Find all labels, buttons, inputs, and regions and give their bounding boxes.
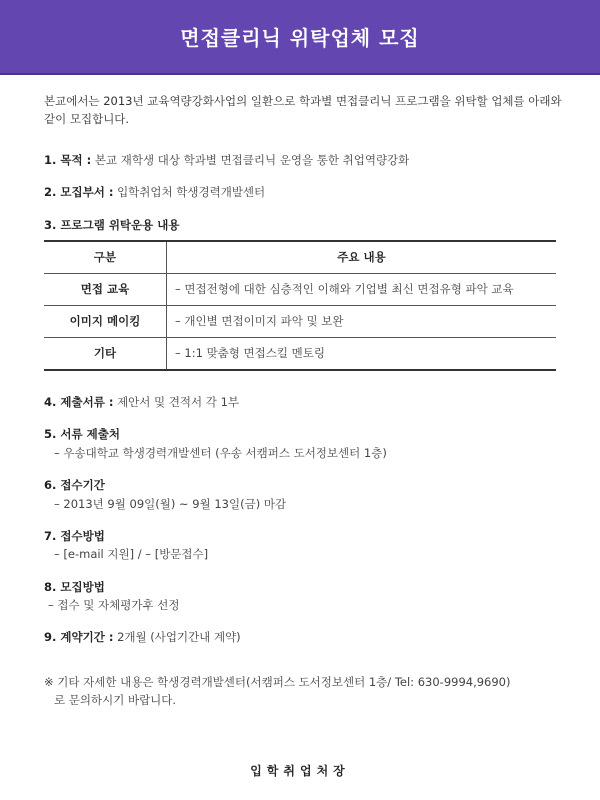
section-program (44, 216, 564, 234)
table-cell-category: 기타 (44, 337, 167, 370)
notice-body (44, 92, 564, 710)
section-contract (44, 628, 564, 646)
section-selection (44, 578, 564, 615)
table-cell-category: 면접 교육 (44, 273, 167, 305)
section-documents (44, 393, 564, 411)
table-cell-content: – 면접전형에 대한 심층적인 이해와 기업별 최신 면접유형 파악 교육 (167, 273, 557, 305)
section-value: 입학취업처 학생경력개발센터 (113, 185, 266, 200)
section-label: 2. 모집부서 : (44, 185, 114, 200)
section-department (44, 183, 564, 201)
program-table (44, 240, 556, 371)
section-value: – 우송대학교 학생경력개발센터 (우송 서캠퍼스 도서정보센터 1층) (54, 445, 387, 460)
section-label: 7. 접수방법 (44, 528, 105, 543)
section-value: – 2013년 9월 09일(월) ~ 9월 13일(금) 마감 (54, 496, 287, 511)
section-label: 8. 모집방법 (44, 579, 105, 594)
table-row (44, 305, 556, 337)
note-line: ※ 기타 자세한 내용은 학생경력개발센터(서캠퍼스 도서정보센터 1층/ Tel: 630-9994,9690) (44, 674, 511, 689)
table-header-content: 주요 내용 (167, 241, 557, 274)
section-value: – [e-mail 지원] / – [방문접수] (54, 547, 209, 562)
section-label: 4. 제출서류 : (44, 394, 114, 409)
table-header-row (44, 241, 556, 274)
section-value: 제안서 및 견적서 각 1부 (113, 394, 239, 409)
table-row (44, 273, 556, 305)
section-purpose (44, 151, 564, 169)
section-value: 본교 재학생 대상 학과별 면접클리닉 운영을 통한 취업역량강화 (91, 152, 410, 167)
section-label: 9. 계약기간 : (44, 630, 114, 645)
section-label: 1. 목적 : (44, 152, 92, 167)
table-cell-content: – 개인별 면접이미지 파악 및 보완 (167, 305, 557, 337)
section-period (44, 476, 564, 513)
note-line: 로 문의하시기 바랍니다. (54, 693, 177, 708)
table-row (44, 337, 556, 370)
contact-note (44, 673, 564, 710)
section-label: 5. 서류 제출처 (44, 427, 120, 442)
section-value: – 접수 및 자체평가후 선정 (48, 598, 180, 613)
intro-text: 본교에서는 2013년 교육역량강화사업의 일환으로 학과별 면접클리닉 프로그램을 위탁할 업체를 아래와 같이 모집합니다. (44, 94, 562, 127)
table-header-category: 구분 (44, 241, 167, 274)
table-cell-content: – 1:1 맞춤형 면접스킬 멘토링 (167, 337, 557, 370)
section-label: 3. 프로그램 위탁운용 내용 (44, 217, 180, 232)
table-cell-category: 이미지 메이킹 (44, 305, 167, 337)
section-label: 6. 접수기간 (44, 478, 105, 493)
section-method (44, 527, 564, 564)
title-banner (0, 0, 600, 75)
section-value: 2개월 (사업기간내 계약) (113, 630, 241, 645)
section-submit-place (44, 425, 564, 462)
issuer-signature: 입학취업처장 (250, 764, 350, 778)
page-title: 면접클리닉 위탁업체 모집 (180, 26, 420, 50)
